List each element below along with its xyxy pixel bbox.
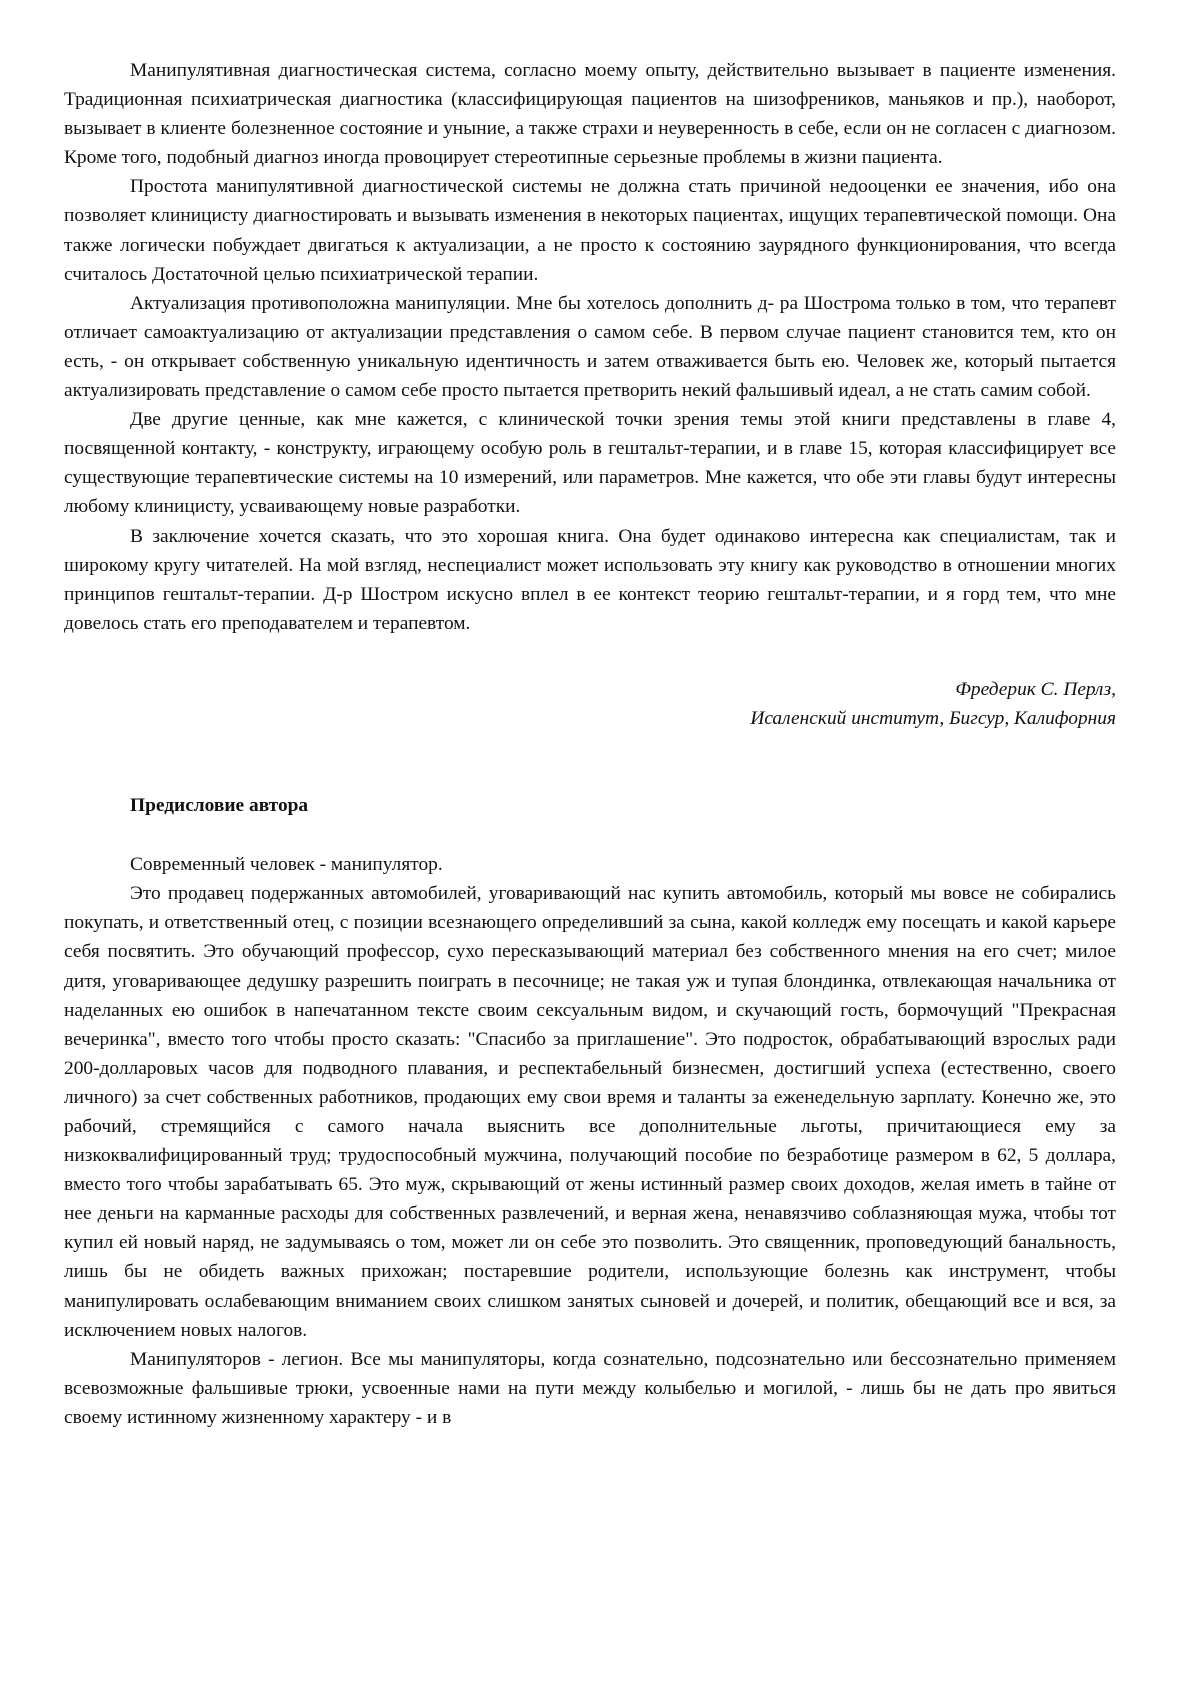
- foreword-paragraph: Актуализация противоположна манипуляции. Мне бы хотелось дополнить д- ра Шострома только в том, что терапевт отличает самоактуализацию от актуализации представления о самом себе. В первом случае пациент становится тем, кто он есть, - он открывает собственную уникальную идентичность и затем отваживается быть ею. Человек же, который пытается актуализировать представление о самом себе просто пытается претворить некий фальшивый идеал, а не стать самим собой.: [64, 292, 1116, 402]
- preface-section: [64, 850, 1116, 1432]
- preface-paragraph: Современный человек - манипулятор.: [130, 854, 443, 876]
- foreword-paragraph: Две другие ценные, как мне кажется, с клинической точки зрения темы этой книги представлены в главе 4, посвященной контакту, - конструкту, играющему особую роль в гештальт-терапии, и в главе 15, которая классифицирует все существующие терапевтические системы на 10 измерений, или параметров. Мне кажется, что обе эти главы будут интересны любому клиницисту, усваивающему новые разработки.: [64, 409, 1116, 518]
- section-heading: Предисловие автора: [130, 795, 309, 817]
- foreword-paragraph: В заключение хочется сказать, что это хорошая книга. Она будет одинаково интересна как специалистам, так и широкому кругу читателей. На мой взгляд, неспециалист может использовать эту книгу как руководство в отношении многих принципов гештальт-терапии. Д-р Шостром искусно вплел в ее контекст теорию гештальт-терапии, и я горд тем, что мне довелось стать его преподавателем и терапевтом.: [64, 525, 1116, 634]
- foreword-section: [64, 56, 1116, 638]
- foreword-paragraph: Манипулятивная диагностическая система, согласно моему опыту, действительно вызывает в пациенте изменения. Традиционная психиатрическая диагностика (классифицирующая пациентов на шизофреников, маньяков и пр.), наоборот, вызывает в клиенте болезненное состояние и уныние, а также страхи и неуверенность в себе, если он не согласен с диагнозом. Кроме того, подобный диагноз иногда провоцирует стереотипные серьезные проблемы в жизни пациента.: [64, 60, 1116, 169]
- foreword-signature: [64, 675, 1116, 733]
- signature-affiliation: Исаленский институт, Бигсур, Калифорния: [750, 707, 1116, 729]
- preface-paragraph: Это продавец подержанных автомобилей, уговаривающий нас купить автомобиль, который мы вовсе не собирались покупать, и ответственный отец, с позиции всезнающего определивший за сына, какой колледж ему посещать и какой карьере себя посвятить. Это обучающий профессор, сухо пересказывающий материал без собственного мнения на его счет; милое дитя, уговаривающее дедушку разрешить поиграть в песочнице; не такая уж и тупая блондинка, отвлекающая начальника от наделанных ею ошибок в напечатанном тексте своим сексуальным видом, и скучающий гость, бормочущий "Прекрасная вечеринка", вместо того чтобы просто сказать: "Спасибо за приглашение". Это подросток, обрабатывающий взрослых ради 200-долларовых часов для подводного плавания, и респектабельный бизнесмен, достигший успеха (естественно, своего личного) за счет собственных работников, продающих ему свои время и таланты за еженедельную зарплату. Конечно же, это рабочий, стремящийся с самого начала выяснить все дополнительные льготы, причитающиеся ему за низкоквалифицированный труд; трудоспособный мужчина, получающий пособие по безработице размером в 62, 5 доллара, вместо того чтобы зарабатывать 65. Это муж, скрывающий от жены истинный размер своих доходов, желая иметь в тайне от нее деньги на карманные расходы для собственных развлечений, и верная жена, ненавязчиво соблазняющая мужа, чтобы тот купил ей новый наряд, не задумываясь о том, может ли он себе это позволить. Это священник, проповедующий банальность, лишь бы не обидеть важных прихожан; постаревшие родители, использующие болезнь как инструмент, чтобы манипулировать ослабевающим вниманием своих слишком занятых сыновей и дочерей, и политик, обещающий все и вся, за исключением новых налогов.: [64, 883, 1116, 1341]
- foreword-paragraph: Простота манипулятивной диагностической системы не должна стать причиной недооценки ее значения, ибо она позволяет клиницисту диагностировать и вызывать изменения в некоторых пациентах, ищущих терапевтической помощи. Она также логически побуждает двигаться к актуализации, а не просто к состоянию заурядного функционирования, что всегда считалось Достаточной целью психиатрической терапии.: [64, 176, 1116, 285]
- preface-paragraph: Манипуляторов - легион. Все мы манипуляторы, когда сознательно, подсознательно или бессознательно применяем всевозможные фальшивые трюки, усвоенные нами на пути между колыбелью и могилой, - лишь бы не дать про явиться своему истинному жизненному характеру - и в: [64, 1348, 1116, 1428]
- signature-author: Фредерик С. Перлз,: [955, 678, 1116, 700]
